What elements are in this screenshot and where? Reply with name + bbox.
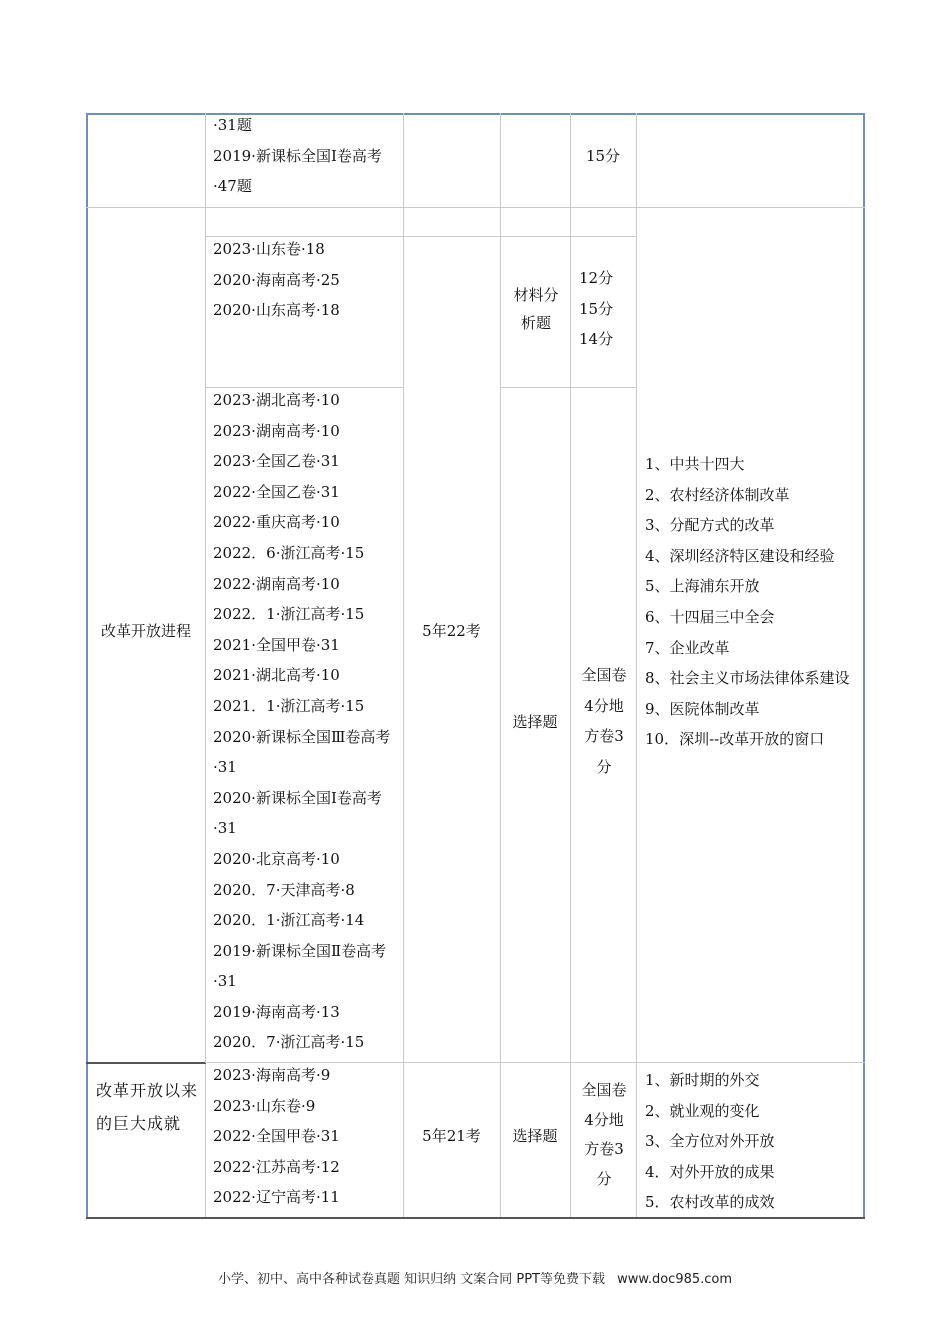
source-item: 2019·新课标全国Ⅰ卷高考·47题 xyxy=(213,146,382,196)
source-item: 2022·全国乙卷·31 xyxy=(213,482,340,501)
source-item: 2021·全国甲卷·31 xyxy=(213,635,340,654)
top-row-sources xyxy=(213,110,403,202)
col-line-4 xyxy=(570,113,571,1219)
source-item: 2023·湖北高考·10 xyxy=(213,391,340,409)
source-item: 2020．1·浙江高考·14 xyxy=(213,911,365,930)
source-item: 2022·全国甲卷·31 xyxy=(213,1127,340,1146)
col-line-3 xyxy=(500,113,501,1219)
source-item: 2022·湖南高考·10 xyxy=(213,574,340,593)
achievements-sources xyxy=(213,1060,403,1213)
topic-achievements: 改革开放以来的巨大成就 xyxy=(96,1081,199,1133)
top-row-score: 15分 xyxy=(585,147,621,165)
source-item: 2021．1·浙江高考·15 xyxy=(213,696,365,715)
row-line-3b xyxy=(500,387,637,388)
source-item: 2022．6·浙江高考·15 xyxy=(213,543,365,562)
source-item: 2023·湖南高考·10 xyxy=(213,421,340,440)
point-item: 2、农村经济体制改革 xyxy=(645,485,790,504)
col-line-5 xyxy=(636,113,637,1219)
score-item: 12分 xyxy=(579,269,614,287)
point-item: 3、全方位对外开放 xyxy=(645,1132,775,1151)
source-item: 2020．7·浙江高考·15 xyxy=(213,1033,365,1052)
score-item: 14分 xyxy=(579,330,614,349)
source-item: 2021·湖北高考·10 xyxy=(213,666,340,685)
footer-site-link[interactable]: www.doc985.com xyxy=(617,1272,733,1287)
page-footer xyxy=(0,1268,950,1287)
source-item: 2020·北京高考·10 xyxy=(213,849,340,868)
point-item: 8、社会主义市场法律体系建设 xyxy=(645,669,850,688)
source-item: 2019·海南高考·13 xyxy=(213,1002,340,1021)
source-item: 2023·海南高考·9 xyxy=(213,1066,331,1084)
point-item: 4、深圳经济特区建设和经验 xyxy=(645,546,835,565)
point-item: 5．农村改革的成效 xyxy=(645,1193,775,1212)
footer-text: 小学、初中、高中各种试卷真题 知识归纳 文案合同 PPT等免费下载 xyxy=(217,1272,605,1287)
border-top xyxy=(86,113,865,115)
material-type: 材料分析题 xyxy=(513,286,559,332)
point-item: 9、医院体制改革 xyxy=(645,699,760,718)
source-item: 2022·江苏高考·12 xyxy=(213,1157,340,1176)
source-item: 2022．1·浙江高考·15 xyxy=(213,605,365,624)
choice-score: 全国卷4分地方卷3分 xyxy=(581,666,627,776)
source-item: 2020．7·天津高考·8 xyxy=(213,880,355,899)
material-scores xyxy=(579,263,634,355)
source-item: 2022·重庆高考·10 xyxy=(213,513,340,532)
point-item: 10．深圳--改革开放的窗口 xyxy=(645,730,825,749)
choice-sources xyxy=(213,385,403,1058)
reform-points xyxy=(645,449,860,755)
choice-type: 选择题 xyxy=(512,713,558,731)
achievements-score: 全国卷4分地方卷3分 xyxy=(581,1081,627,1188)
point-item: 4．对外开放的成果 xyxy=(645,1162,775,1181)
point-item: 1、中共十四大 xyxy=(645,455,745,473)
source-item: 2023·山东卷·18 xyxy=(213,240,325,258)
point-item: 1、新时期的外交 xyxy=(645,1071,760,1089)
frequency-achievements: 5年21考 xyxy=(422,1127,481,1145)
source-item: 2020·山东高考·18 xyxy=(213,301,340,320)
topic-reform-progress: 改革开放进程 xyxy=(100,622,191,640)
border-right xyxy=(863,113,865,1219)
source-item: 2020·新课标全国Ⅲ卷高考·31 xyxy=(213,727,391,777)
point-item: 2、就业观的变化 xyxy=(645,1101,760,1120)
material-sources xyxy=(213,234,403,326)
point-item: 7、企业改革 xyxy=(645,638,730,657)
source-item: ·31题 xyxy=(213,116,252,134)
border-left xyxy=(86,113,88,1219)
source-item: 2020·海南高考·25 xyxy=(213,270,340,289)
row-line-4a xyxy=(86,1062,206,1064)
source-item: 2019·新课标全国Ⅱ卷高考·31 xyxy=(213,941,387,991)
achievements-type: 选择题 xyxy=(512,1127,558,1145)
score-item: 15分 xyxy=(579,299,614,318)
point-item: 3、分配方式的改革 xyxy=(645,516,775,535)
col-line-2 xyxy=(403,113,404,1219)
source-item: 2022·辽宁高考·11 xyxy=(213,1188,340,1207)
source-item: 2023·山东卷·9 xyxy=(213,1096,316,1115)
row-line-1 xyxy=(86,207,865,208)
frequency-reform-progress: 5年22考 xyxy=(422,622,481,640)
source-item: 2023·全国乙卷·31 xyxy=(213,452,340,471)
achievements-points xyxy=(645,1065,860,1218)
point-item: 5、上海浦东开放 xyxy=(645,577,760,596)
point-item: 6、十四届三中全会 xyxy=(645,607,775,626)
col-line-1 xyxy=(205,113,206,1219)
source-item: 2020·新课标全国Ⅰ卷高考·31 xyxy=(213,788,382,838)
